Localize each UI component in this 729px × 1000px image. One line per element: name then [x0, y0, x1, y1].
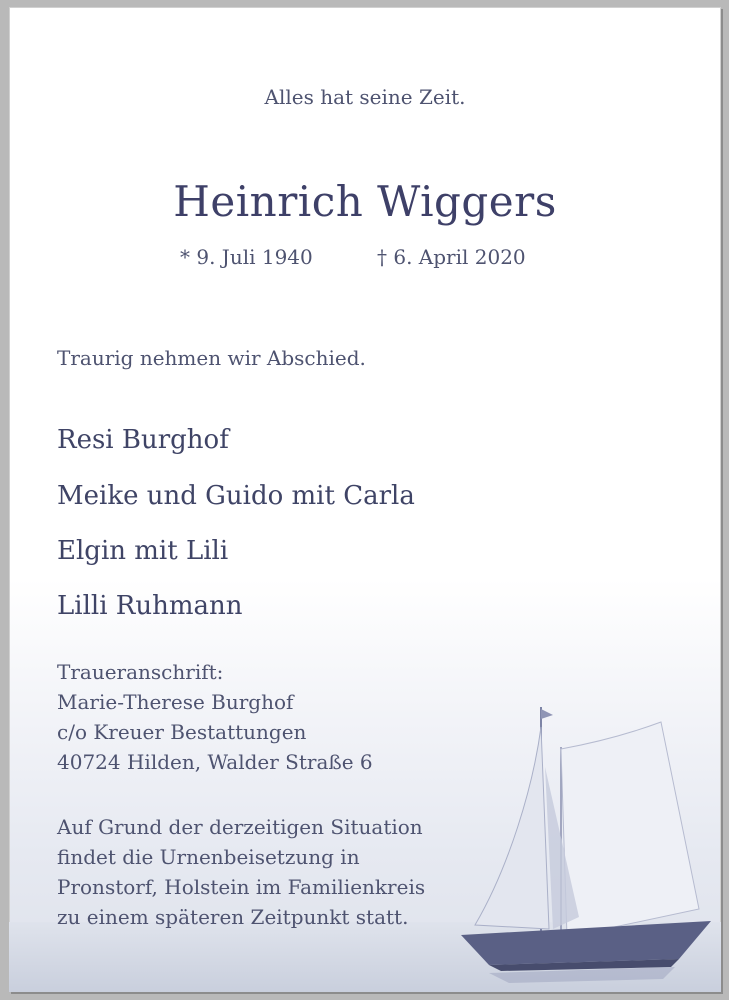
motto: Alles hat seine Zeit.: [264, 85, 466, 109]
address-line: c/o Kreuer Bestattungen: [57, 720, 307, 744]
sailboat-icon: [449, 697, 721, 987]
birth-date: * 9. Juli 1940: [180, 245, 313, 269]
notice-line: Auf Grund der derzeitigen Situation: [57, 815, 423, 839]
address-heading: Traueranschrift:: [57, 660, 224, 684]
mourner-line: Meike und Guido mit Carla: [57, 481, 415, 511]
notice-line: findet die Urnenbeisetzung in: [57, 845, 360, 869]
notice-line: Pronstorf, Holstein im Familienkreis: [57, 875, 426, 899]
death-date: † 6. April 2020: [377, 245, 526, 269]
farewell-text: Traurig nehmen wir Abschied.: [57, 346, 366, 370]
address-line: Marie-Therese Burghof: [57, 690, 294, 714]
mourner-line: Resi Burghof: [57, 425, 229, 455]
mourner-line: Elgin mit Lili: [57, 536, 229, 566]
obituary-card: [9, 7, 721, 992]
mourner-line: Lilli Ruhmann: [57, 591, 243, 621]
deceased-name: Heinrich Wiggers: [173, 177, 557, 226]
notice-line: zu einem späteren Zeitpunkt statt.: [57, 905, 409, 929]
address-line: 40724 Hilden, Walder Straße 6: [57, 750, 373, 774]
